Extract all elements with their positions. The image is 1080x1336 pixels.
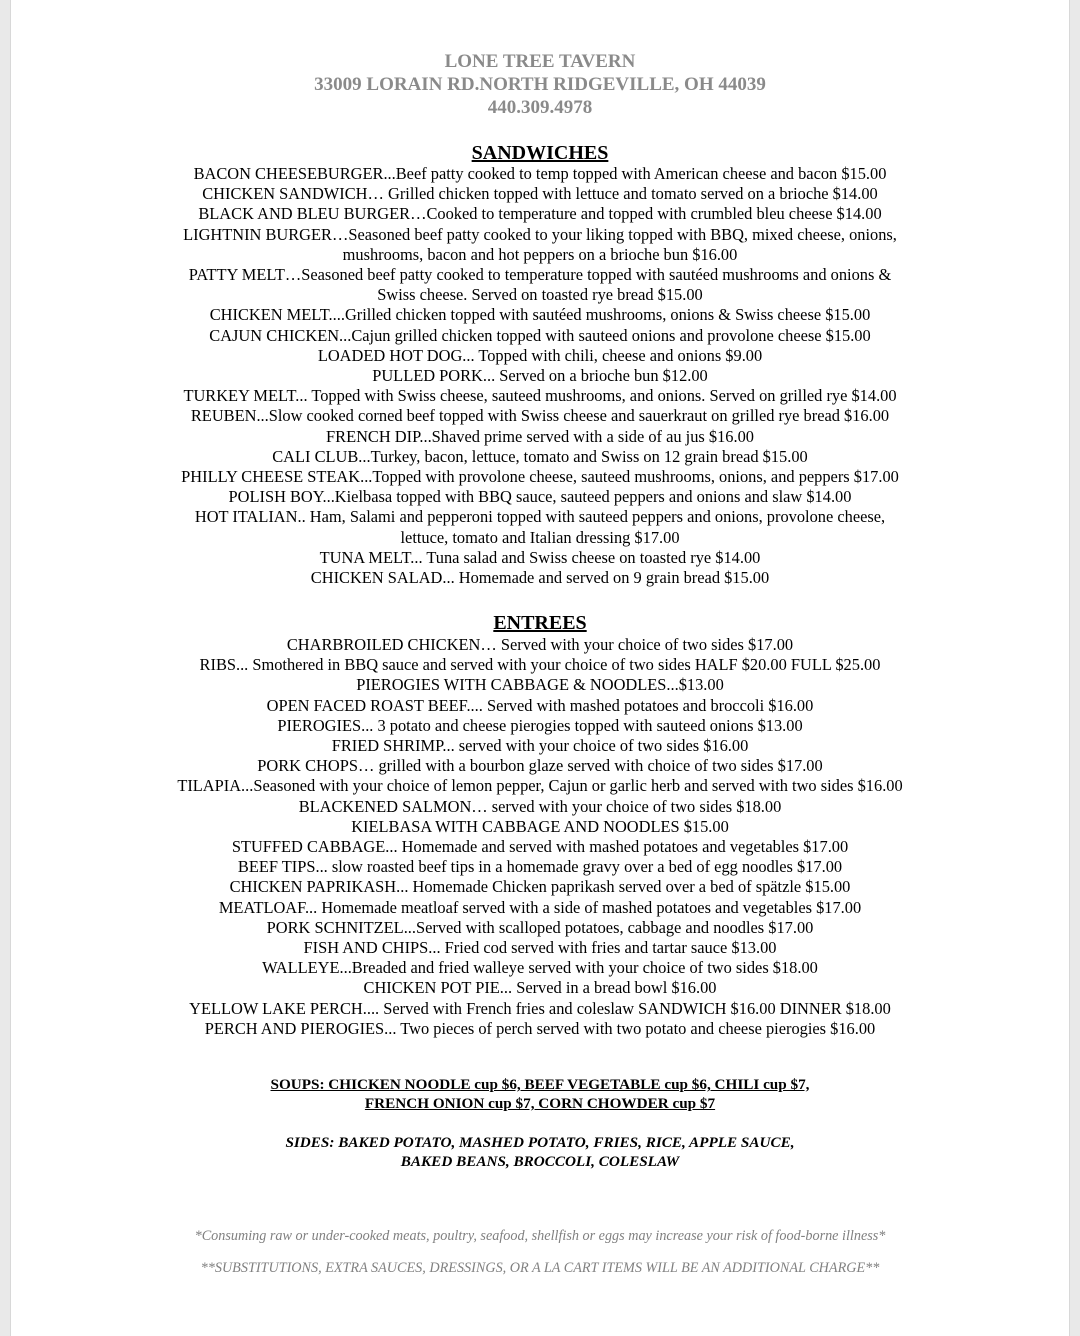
entree-item: WALLEYE...Breaded and fried walleye served with your choice of two sides $18.00 [262, 958, 818, 978]
entree-item: KIELBASA WITH CABBAGE AND NOODLES $15.00 [351, 816, 729, 836]
sides-line: BAKED BEANS, BROCCOLI, COLESLAW [400, 1153, 680, 1170]
entree-item: FRIED SHRIMP... served with your choice of two sides $16.00 [331, 736, 749, 756]
entree-item: PORK CHOPS… grilled with a bourbon glaze served with choice of two sides $17.00 [257, 756, 823, 776]
entree-item: CHARBROILED CHICKEN… Served with your choice of two sides $17.00 [286, 635, 794, 654]
restaurant-phone: 440.309.4978 [487, 97, 593, 118]
entree-item: PORK SCHNITZEL...Served with scalloped potatoes, cabbage and noodles $17.00 [266, 917, 814, 937]
restaurant-address: 33009 LORAIN RD.NORTH RIDGEVILLE, OH 44039 [314, 74, 766, 95]
sandwich-item: LIGHTNIN BURGER…Seasoned beef patty cooked to your liking topped with BBQ, mixed cheese, onions, [183, 224, 897, 244]
additional-charge-notice: **SUBSTITUTIONS, EXTRA SAUCES, DRESSINGS, OR A LA CART ITEMS WILL BE AN ADDITIONAL CHARGE** [200, 1260, 880, 1276]
entree-item: CHICKEN POT PIE... Served in a bread bowl $16.00 [363, 978, 717, 998]
sandwich-item: PULLED PORK... Served on a brioche bun $12.00 [372, 366, 708, 386]
entree-item: STUFFED CABBAGE... Homemade and served with mashed potatoes and vegetables $17.00 [231, 837, 849, 857]
entree-item: BLACKENED SALMON… served with your choice of two sides $18.00 [298, 796, 782, 816]
sandwich-item: HOT ITALIAN.. Ham, Salami and pepperoni topped with sauteed peppers and onions, provolone cheese, [194, 507, 886, 527]
sandwich-item: Swiss cheese. Served on toasted rye bread $15.00 [377, 285, 703, 305]
sandwich-item: BACON CHEESEBURGER...Beef patty cooked to temp topped with American cheese and bacon $15.00 [193, 164, 887, 183]
sandwich-item: CALI CLUB...Turkey, bacon, lettuce, tomato and Swiss on 12 grain bread $15.00 [272, 446, 808, 466]
sandwich-item: LOADED HOT DOG... Topped with chili, cheese and onions $9.00 [317, 345, 763, 365]
sandwich-item: CHICKEN SALAD... Homemade and served on 9 grain bread $15.00 [310, 568, 770, 588]
entree-item: BEEF TIPS... slow roasted beef tips in a homemade gravy over a bed of egg noodles $17.00 [237, 857, 843, 877]
entree-item: PIEROGIES WITH CABBAGE & NOODLES...$13.00 [356, 675, 724, 695]
restaurant-name: LONE TREE TAVERN [444, 51, 636, 72]
sandwiches-list [11, 164, 1069, 588]
sides-line: SIDES: BAKED POTATO, MASHED POTATO, FRIES, RICE, APPLE SAUCE, [285, 1134, 795, 1151]
menu-header [11, 50, 1069, 119]
soups-line: SOUPS: CHICKEN NOODLE cup $6, BEEF VEGETABLE cup $6, CHILI cup $7, [270, 1076, 810, 1093]
entree-item: PIEROGIES... 3 potato and cheese pierogies topped with sauteed onions $13.00 [277, 715, 803, 735]
entree-item: YELLOW LAKE PERCH.... Served with French fries and coleslaw SANDWICH $16.00 DINNER $18.00 [189, 998, 891, 1018]
sandwich-item: PHILLY CHEESE STEAK...Topped with provolone cheese, sauteed mushrooms, onions, and peppers $17.00 [181, 467, 899, 487]
sandwich-item: REUBEN...Slow cooked corned beef topped with Swiss cheese and sauerkraut on grilled rye bread $16.00 [190, 406, 890, 426]
sandwich-item: PATTY MELT…Seasoned beef patty cooked to temperature topped with sautéed mushrooms and onions & [188, 265, 892, 285]
entrees-list [11, 635, 1069, 1039]
menu-page [10, 0, 1070, 1336]
entrees-heading: ENTREES [493, 612, 587, 634]
sandwich-item: CAJUN CHICKEN...Cajun grilled chicken topped with sauteed onions and provolone cheese $15.00 [209, 325, 871, 345]
sandwich-item: lettuce, tomato and Italian dressing $17.00 [400, 527, 680, 547]
sandwich-item: mushrooms, bacon and hot peppers on a brioche bun $16.00 [342, 244, 738, 264]
entree-item: RIBS... Smothered in BBQ sauce and served with your choice of two sides HALF $20.00 FULL $25.00 [199, 655, 881, 675]
sandwich-item: FRENCH DIP...Shaved prime served with a side of au jus $16.00 [326, 426, 754, 446]
entree-item: PERCH AND PIEROGIES... Two pieces of perch served with two potato and cheese pierogies $16.00 [204, 1018, 876, 1038]
sandwich-item: BLACK AND BLEU BURGER…Cooked to temperature and topped with crumbled bleu cheese $14.00 [198, 204, 882, 224]
sandwich-item: TURKEY MELT... Topped with Swiss cheese, sauteed mushrooms, and onions. Served on grilled rye $14.00 [183, 386, 897, 406]
sandwich-item: POLISH BOY...Kielbasa topped with BBQ sauce, sauteed peppers and onions and slaw $14.00 [228, 487, 852, 507]
sandwich-item: CHICKEN SANDWICH… Grilled chicken topped with lettuce and tomato served on a brioche $14.00 [202, 184, 878, 204]
entree-item: MEATLOAF... Homemade meatloaf served with a side of mashed potatoes and vegetables $17.00 [218, 897, 862, 917]
sides-section [11, 1133, 1069, 1171]
soups-line: FRENCH ONION cup $7, CORN CHOWDER cup $7 [364, 1095, 716, 1112]
entree-item: CHICKEN PAPRIKASH... Homemade Chicken paprikash served over a bed of spätzle $15.00 [229, 877, 851, 897]
entree-item: OPEN FACED ROAST BEEF.... Served with mashed potatoes and broccoli $16.00 [266, 695, 814, 715]
entree-item: TILAPIA...Seasoned with your choice of lemon pepper, Cajun or garlic herb and served with two sides $16.00 [177, 776, 903, 796]
entree-item: FISH AND CHIPS... Fried cod served with fries and tartar sauce $13.00 [303, 938, 777, 958]
sandwiches-heading: SANDWICHES [471, 142, 609, 164]
sandwich-item: CHICKEN MELT....Grilled chicken topped with sautéed mushrooms, onions & Swiss cheese $15.00 [209, 305, 871, 325]
food-safety-warning: *Consuming raw or under-cooked meats, poultry, seafood, shellfish or eggs may increase your risk of food-borne illness* [194, 1228, 886, 1244]
soups-section [11, 1075, 1069, 1113]
sandwich-item: TUNA MELT... Tuna salad and Swiss cheese on toasted rye $14.00 [319, 547, 761, 567]
